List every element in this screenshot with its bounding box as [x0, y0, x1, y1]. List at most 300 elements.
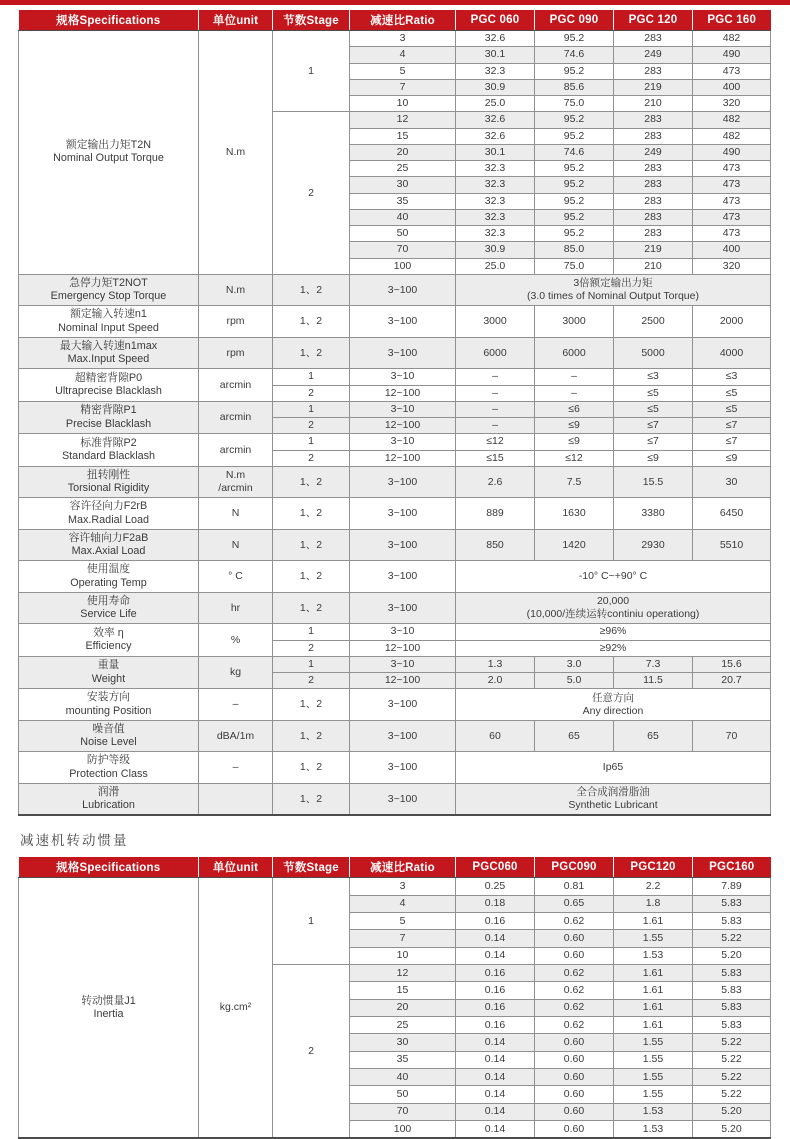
value-cell: [614, 418, 693, 434]
ratio-cell-text: 70: [396, 1105, 409, 1118]
spec-label-cell-text: 效率 η: [93, 626, 124, 639]
ratio-cell: [350, 47, 456, 63]
stage-cell-text: 1: [308, 914, 314, 927]
value-cell: [614, 47, 693, 63]
value-cell: [456, 673, 535, 689]
value-cell: [693, 673, 771, 689]
value-cell: [535, 930, 614, 947]
spec-label-cell: [19, 401, 199, 434]
value-cell-text: 0.62: [563, 1001, 585, 1014]
value-cell: [456, 258, 535, 274]
ratio-cell-text: 50: [396, 227, 409, 240]
value-cell-text: 6000: [562, 346, 586, 359]
value-cell-text: 320: [722, 97, 741, 110]
unit-cell: [199, 498, 273, 530]
value-cell: [456, 128, 535, 144]
value-cell-text: 15.5: [642, 475, 664, 488]
spec-label-cell: [19, 369, 199, 402]
unit-cell: [199, 783, 273, 815]
value-cell-text: 5.22: [721, 932, 742, 945]
merged-value-cell: [456, 689, 771, 721]
value-cell: [614, 385, 693, 401]
spec-label-cell-text: Lubrication: [82, 799, 135, 811]
value-cell: [456, 1103, 535, 1120]
value-cell: [614, 161, 693, 177]
ratio-cell: [350, 592, 456, 624]
ratio-cell: [350, 498, 456, 530]
spec-row: [19, 624, 771, 640]
value-cell: [614, 895, 693, 912]
merged-value-cell-text: 20,000: [596, 595, 630, 608]
stage-cell-text: 1: [308, 435, 314, 448]
ratio-cell-text: 50: [396, 1088, 409, 1101]
value-cell: [614, 947, 693, 964]
ratio-cell: [350, 689, 456, 721]
ratio-cell: [350, 1086, 456, 1103]
unit-cell: [199, 369, 273, 402]
value-cell: [535, 1034, 614, 1051]
value-cell: [693, 947, 771, 964]
spec-label-cell: [19, 561, 199, 593]
value-cell-text: 0.14: [484, 1036, 506, 1049]
value-cell-text: 0.60: [563, 1053, 585, 1066]
value-cell: [693, 720, 771, 752]
ratio-cell-text: 3: [399, 880, 406, 893]
ratio-cell-text: 3~100: [387, 601, 418, 614]
stage-cell-text: 2: [308, 674, 314, 687]
column-header-cell-text: PGC 060: [470, 14, 520, 26]
stage-cell-text: 2: [308, 1044, 314, 1057]
value-cell: [614, 450, 693, 466]
value-cell-text: 0.65: [563, 897, 585, 910]
spec-label-cell-text: Nominal Output Torque: [53, 152, 164, 165]
ratio-cell: [350, 112, 456, 128]
value-cell: [535, 369, 614, 385]
value-cell-text: ≤6: [568, 402, 580, 415]
unit-cell: [199, 337, 273, 369]
ratio-cell: [350, 161, 456, 177]
spec-label-cell-text: 使用寿命: [86, 594, 131, 607]
stage-cell: [273, 529, 350, 561]
value-cell: [614, 982, 693, 999]
value-cell: [535, 385, 614, 401]
value-cell: [614, 128, 693, 144]
value-cell-text: 0.14: [484, 932, 506, 945]
spec-label-cell-text: 容许轴向力F2aB: [68, 531, 149, 544]
ratio-cell-text: 3~100: [387, 698, 418, 711]
stage-cell: [273, 466, 350, 498]
value-cell: [535, 161, 614, 177]
value-cell: [693, 1017, 771, 1034]
value-cell-text: ≤7: [647, 419, 659, 432]
value-cell-text: 5.22: [721, 1088, 742, 1101]
value-cell: [693, 1051, 771, 1068]
value-cell-text: ≤7: [725, 435, 738, 448]
spec-label-cell: [19, 783, 199, 815]
ratio-cell: [350, 450, 456, 466]
merged-value-cell: [456, 783, 771, 815]
value-cell: [456, 930, 535, 947]
ratio-cell: [350, 79, 456, 95]
ratio-cell: [350, 144, 456, 160]
value-cell-text: 0.14: [484, 1122, 506, 1135]
value-cell-text: 30.9: [484, 80, 506, 93]
value-cell-text: 1.8: [645, 897, 661, 910]
value-cell: [535, 177, 614, 193]
value-cell-text: ≤5: [647, 402, 659, 415]
value-cell: [456, 369, 535, 385]
value-cell-text: 75.0: [563, 259, 585, 272]
column-header-cell-text: 规格Specifications: [56, 15, 161, 27]
stage-cell: [273, 878, 350, 965]
value-cell-text: 283: [644, 210, 662, 223]
column-header-cell-text: 节数Stage: [283, 15, 339, 27]
spec-label-cell: [19, 752, 199, 784]
spec-label-cell-text: Ultraprecise Blacklash: [55, 385, 162, 397]
value-cell: [535, 450, 614, 466]
value-cell: [456, 1034, 535, 1051]
ratio-cell-text: 7: [399, 932, 406, 945]
value-cell-text: 25.0: [484, 259, 506, 272]
ratio-cell: [350, 656, 456, 672]
value-cell-text: 3000: [483, 315, 507, 328]
unit-cell-text: /arcmin: [218, 482, 253, 494]
value-cell-text: 1.3: [487, 657, 503, 670]
stage-cell-text: 1、2: [299, 601, 323, 614]
value-cell-text: 0.14: [484, 1105, 506, 1118]
value-cell: [535, 112, 614, 128]
value-cell-text: 219: [644, 243, 662, 256]
value-cell-text: 95.2: [563, 162, 585, 175]
spec-label-cell-text: Efficiency: [85, 640, 132, 652]
value-cell: [693, 112, 771, 128]
inertia-section-title: 减速机转动惯量: [20, 833, 129, 849]
value-cell: [456, 434, 535, 450]
stage-cell: [273, 401, 350, 417]
value-cell: [456, 720, 535, 752]
value-cell-text: 0.60: [563, 1070, 585, 1083]
column-header-cell-text: 规格Specifications: [56, 862, 161, 875]
ratio-cell: [350, 673, 456, 689]
value-cell: [693, 369, 771, 385]
value-cell: [614, 79, 693, 95]
unit-cell-text: rpm: [226, 346, 245, 359]
spec-label-cell: [19, 529, 199, 561]
value-cell: [456, 947, 535, 964]
ratio-cell: [350, 242, 456, 258]
column-header-cell: [614, 10, 693, 31]
value-cell: [535, 63, 614, 79]
value-cell-text: 473: [722, 227, 741, 240]
value-cell: [614, 930, 693, 947]
value-cell-text: 0.60: [563, 1122, 585, 1135]
unit-cell: [199, 720, 273, 752]
value-cell-text: 95.2: [563, 129, 585, 142]
value-cell-text: 5000: [641, 346, 665, 359]
value-cell-text: 482: [722, 32, 741, 45]
value-cell: [693, 337, 771, 369]
value-cell: [535, 193, 614, 209]
value-cell-text: 1.61: [642, 984, 664, 997]
value-cell-text: 60: [489, 729, 501, 742]
spec-label-cell-text: Protection Class: [69, 767, 148, 780]
merged-value-cell-text: ≥92%: [599, 641, 627, 654]
stage-cell: [273, 673, 350, 689]
ratio-cell: [350, 31, 456, 47]
unit-cell-text: %: [230, 633, 241, 646]
column-header-cell: [273, 857, 350, 878]
ratio-cell: [350, 561, 456, 593]
merged-value-cell: [456, 592, 771, 624]
value-cell-text: 7.3: [645, 657, 661, 670]
value-cell-text: 3380: [641, 507, 665, 520]
stage-cell: [273, 274, 350, 306]
ratio-cell-text: 25: [396, 162, 409, 175]
value-cell: [535, 1121, 614, 1139]
value-cell: [456, 337, 535, 369]
value-cell-text: 95.2: [563, 194, 585, 207]
spec-label-cell: [19, 689, 199, 721]
value-cell: [614, 258, 693, 274]
value-cell: [614, 466, 693, 498]
spec-label-cell: [19, 31, 199, 275]
value-cell-text: ≤9: [568, 435, 580, 448]
value-cell-text: 30.1: [484, 145, 506, 158]
value-cell-text: 2930: [641, 538, 665, 551]
value-cell-text: 283: [644, 64, 662, 77]
value-cell-text: 473: [722, 162, 741, 175]
value-cell-text: 30.1: [484, 48, 506, 61]
ratio-cell-text: 5: [399, 64, 406, 77]
value-cell-text: 2500: [641, 315, 665, 328]
value-cell-text: 32.3: [484, 162, 506, 175]
value-cell: [456, 964, 535, 981]
merged-value-cell-text: 3倍额定输出力矩: [573, 277, 653, 290]
merged-value-cell: [456, 624, 771, 640]
ratio-cell-text: 3~10: [390, 435, 415, 448]
stage-cell: [273, 689, 350, 721]
value-cell-text: 5.83: [721, 1001, 742, 1014]
value-cell: [456, 161, 535, 177]
ratio-cell-text: 35: [396, 1053, 409, 1066]
value-cell: [693, 656, 771, 672]
value-cell-text: 1.53: [642, 949, 664, 962]
stage-cell-text: 1: [308, 657, 314, 670]
value-cell-text: ≤3: [647, 370, 659, 383]
value-cell-text: 0.62: [563, 914, 585, 927]
stage-cell-text: 2: [308, 451, 314, 464]
value-cell: [693, 177, 771, 193]
stage-cell: [273, 624, 350, 640]
value-cell: [614, 209, 693, 225]
column-header-cell-text: PGC060: [472, 861, 518, 874]
column-header-cell-text: PGC090: [551, 861, 597, 874]
value-cell: [535, 337, 614, 369]
stage-cell-text: 1、2: [299, 729, 323, 742]
value-cell: [456, 1051, 535, 1068]
value-cell-text: 283: [644, 194, 662, 207]
value-cell: [693, 258, 771, 274]
spec-label-cell-text: Max.Radial Load: [67, 513, 150, 526]
merged-value-cell-text: 全合成润滑脂油: [576, 786, 650, 799]
value-cell-text: 1.55: [642, 1036, 664, 1049]
value-cell-text: 65: [647, 729, 659, 742]
ratio-cell: [350, 878, 456, 895]
value-cell: [693, 401, 771, 417]
value-cell: [614, 112, 693, 128]
spec-row: [19, 401, 771, 417]
ratio-cell: [350, 1034, 456, 1051]
value-cell-text: 11.5: [643, 674, 663, 687]
value-cell-text: 473: [722, 64, 741, 77]
ratio-cell-text: 30: [396, 1036, 409, 1049]
value-cell-text: 1.55: [642, 1088, 664, 1101]
value-cell-text: ≤15: [486, 451, 504, 464]
value-cell: [535, 673, 614, 689]
value-cell-text: 2000: [719, 315, 744, 328]
stage-cell-text: 1、2: [299, 761, 323, 774]
value-cell: [456, 31, 535, 47]
value-cell: [614, 964, 693, 981]
merged-value-cell-text: 任意方向: [592, 691, 634, 704]
value-cell: [693, 418, 771, 434]
stage-cell-text: 1: [308, 625, 314, 638]
stage-cell-text: 1、2: [299, 283, 323, 296]
ratio-cell-text: 20: [396, 1001, 409, 1014]
value-cell: [693, 466, 771, 498]
value-cell-text: ≤5: [647, 386, 659, 399]
value-cell: [614, 1086, 693, 1103]
column-header-cell: [614, 857, 693, 878]
value-cell-text: 473: [722, 194, 741, 207]
value-cell: [693, 1069, 771, 1086]
ratio-cell-text: 3: [399, 32, 406, 45]
unit-cell-text: N.m: [225, 283, 246, 296]
value-cell-text: ≤5: [725, 386, 738, 399]
value-cell: [614, 1051, 693, 1068]
spec-row: [19, 337, 771, 369]
spec-label-cell-text: 噪音值: [92, 722, 125, 735]
stage-cell-text: 1、2: [299, 507, 323, 520]
value-cell-text: 3000: [562, 315, 586, 328]
spec-row: [19, 592, 771, 624]
unit-cell: [199, 529, 273, 561]
ratio-cell-text: 3~100: [387, 507, 418, 520]
ratio-row: [19, 31, 771, 47]
unit-cell: [199, 401, 273, 434]
value-cell: [693, 47, 771, 63]
stage-cell-text: 1: [308, 64, 314, 77]
value-cell-text: 482: [722, 129, 741, 142]
unit-cell: [199, 752, 273, 784]
spec-label-cell-text: Operating Temp: [70, 576, 147, 589]
value-cell-text: 1.55: [642, 1070, 664, 1083]
header-row: [19, 10, 771, 31]
column-header-cell: [535, 857, 614, 878]
spec-label-cell-text: 重量: [97, 659, 120, 672]
ratio-cell-text: 5: [399, 914, 406, 927]
stage-cell-text: 2: [308, 186, 314, 199]
value-cell-text: 0.14: [484, 1088, 506, 1101]
value-cell: [693, 226, 771, 242]
value-cell: [456, 895, 535, 912]
value-cell: [693, 1034, 771, 1051]
spec-label-cell: [19, 337, 199, 369]
value-cell-text: 0.60: [563, 1036, 585, 1049]
ratio-cell-text: 70: [396, 243, 409, 256]
value-cell: [456, 177, 535, 193]
value-cell: [535, 656, 614, 672]
value-cell: [693, 878, 771, 895]
spec-label-cell-text: 最大输入转速n1max: [59, 339, 158, 352]
value-cell: [693, 193, 771, 209]
value-cell-text: 85.6: [563, 80, 585, 93]
value-cell: [456, 242, 535, 258]
value-cell-text: 5.22: [721, 1053, 742, 1066]
value-cell-text: 32.3: [484, 178, 506, 191]
value-cell-text: ≤9: [725, 451, 738, 464]
value-cell: [456, 1121, 535, 1139]
value-cell-text: 6000: [483, 346, 507, 359]
value-cell-text: 5.0: [566, 674, 582, 687]
value-cell: [535, 895, 614, 912]
ratio-cell-text: 12~100: [384, 451, 421, 464]
unit-cell-text: N: [231, 507, 240, 520]
top-red-bar: [0, 0, 790, 5]
stage-cell-text: 2: [308, 641, 314, 654]
value-cell: [535, 999, 614, 1016]
column-header-cell-text: 节数Stage: [283, 862, 339, 875]
ratio-cell-text: 30: [396, 178, 409, 191]
merged-value-cell-text: Synthetic Lubricant: [568, 799, 658, 811]
merged-value-cell: [456, 561, 771, 593]
unit-cell: [199, 656, 273, 689]
ratio-cell: [350, 306, 456, 338]
ratio-cell: [350, 982, 456, 999]
ratio-cell: [350, 529, 456, 561]
unit-cell: [199, 434, 273, 467]
stage-cell: [273, 385, 350, 401]
spec-row: [19, 369, 771, 385]
ratio-cell-text: 12: [396, 966, 409, 979]
stage-cell: [273, 561, 350, 593]
spec-label-cell: [19, 592, 199, 624]
column-header-cell-text: PGC 120: [628, 14, 678, 26]
value-cell-text: 2.0: [487, 674, 503, 687]
ratio-cell-text: 25: [396, 1018, 409, 1031]
value-cell-text: 0.16: [484, 1018, 506, 1031]
value-cell: [535, 242, 614, 258]
value-cell: [535, 1086, 614, 1103]
value-cell-text: 74.6: [563, 48, 585, 61]
unit-cell: [199, 624, 273, 657]
stage-cell: [273, 640, 350, 656]
merged-value-cell: [456, 274, 771, 306]
value-cell: [456, 1086, 535, 1103]
spec-label-cell-text: 扭转刚性: [86, 468, 131, 481]
value-cell-text: 0.14: [484, 949, 506, 962]
ratio-cell-text: 4: [399, 48, 406, 61]
value-cell-text: 1.55: [642, 1053, 664, 1066]
value-cell-text: 74.6: [563, 145, 585, 158]
stage-cell: [273, 369, 350, 385]
value-cell: [456, 982, 535, 999]
stage-cell-text: 2: [308, 419, 314, 432]
value-cell-text: 1.55: [642, 932, 664, 945]
column-header-cell: [456, 10, 535, 31]
ratio-cell-text: 3~100: [387, 729, 418, 742]
inertia-table: [18, 857, 771, 1139]
